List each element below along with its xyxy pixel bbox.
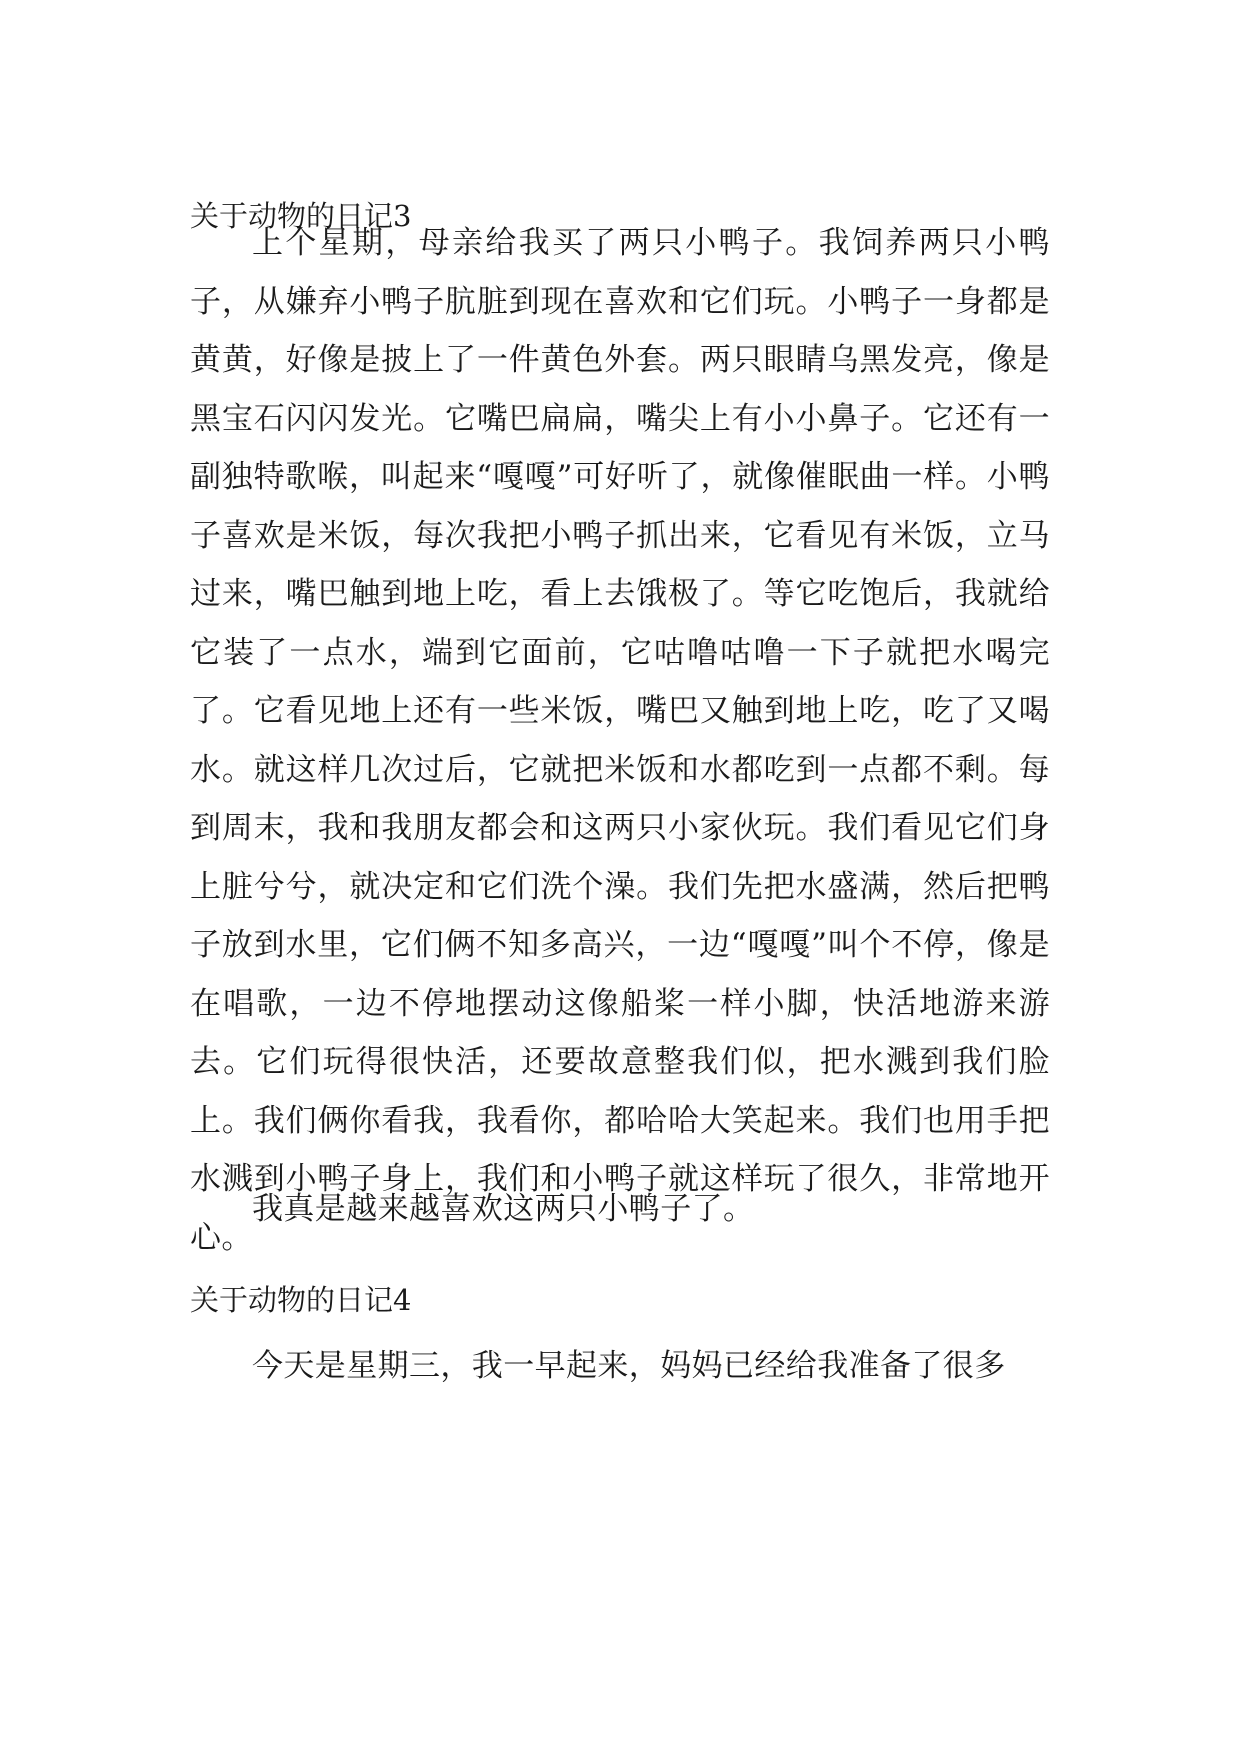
section-3-paragraph-1: 上个星期，母亲给我买了两只小鸭子。我饲养两只小鸭子，从嫌弃小鸭子肮脏到现在喜欢和它们玩。小鸭子一身都是黄黄，好像是披上了一件黄色外套。两只眼睛乌黑发亮，像是黑宝石闪闪发光。它嘴巴扁扁，嘴尖上有小小鼻子。它还有一副独特歌喉，叫起来“嘎嘎”可好听了，就像催眠曲一样。小鸭子喜欢是米饭，每次我把小鸭子抓出来，它看见有米饭，立马过来，嘴巴触到地上吃，看上去饿极了。等它吃饱后，我就给它装了一点水，端到它面前，它咕噜咕噜一下子就把水喝完了。它看见地上还有一些米饭，嘴巴又触到地上吃，吃了又喝水。就这样几次过后，它就把米饭和水都吃到一点都不剩。每到周末，我和我朋友都会和这两只小家伙玩。我们看见它们身上脏兮兮，就决定和它们洗个澡。我们先把水盛满，然后把鸭子放到水里，它们俩不知多高兴，一边“嘎嘎”叫个不停，像是在唱歌，一边不停地摆动这像船桨一样小脚，快活地游来游去。它们玩得很快活，还要故意整我们似，把水溅到我们脸上。我们俩你看我，我看你，都哈哈大笑起来。我们也用手把水溅到小鸭子身上，我们和小鸭子就这样玩了很久，非常地开心。 xyxy=(190,225,1050,1256)
section-4-paragraph-1: 今天是星期三，我一早起来，妈妈已经给我准备了很多 xyxy=(252,1348,1006,1384)
section-3-paragraph-2: 我真是越来越喜欢这两只小鸭子了。 xyxy=(252,1191,755,1227)
section-3-title: 关于动物的日记3 xyxy=(190,199,412,233)
section-4-title: 关于动物的日记4 xyxy=(190,1283,412,1317)
